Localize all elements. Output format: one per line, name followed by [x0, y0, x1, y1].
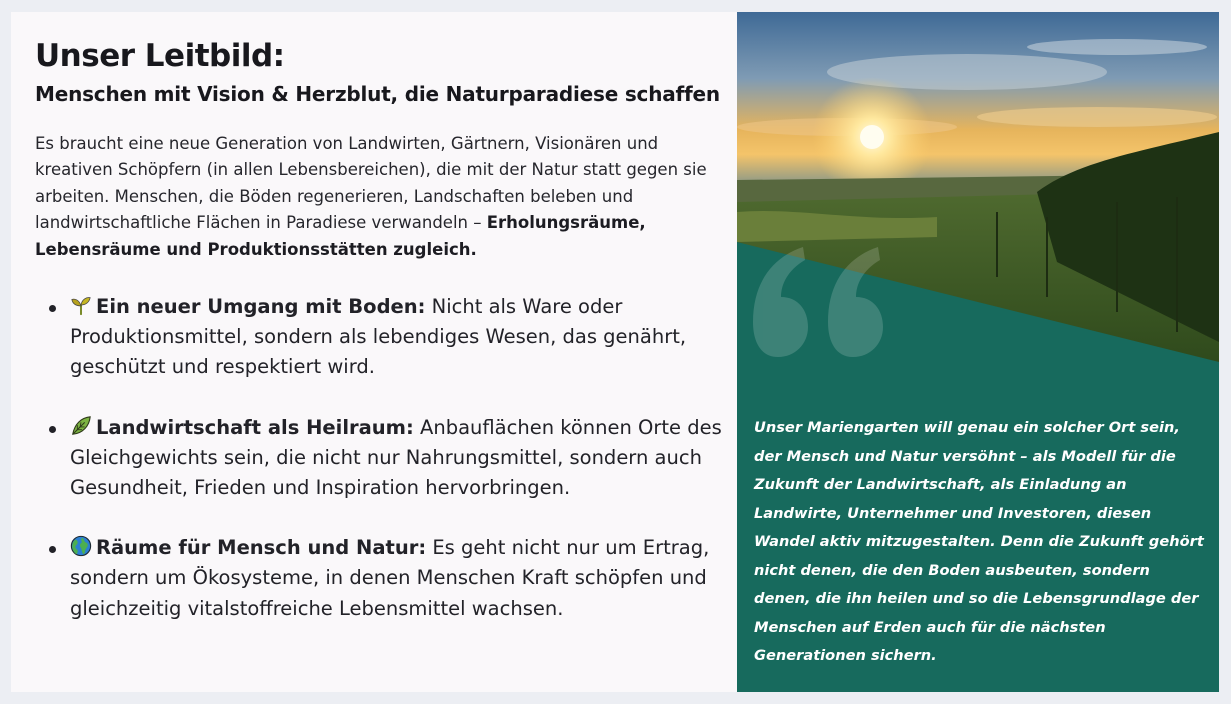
intro-text: Es braucht eine neue Generation von Landwirten, Gärtnern, Visionären und kreativen Schöpfern (in allen Lebensbereichen), die mit der Natur statt gegen sie arbeiten. Menschen, die Böden regenerieren, Landschaften beleben und landwirtschaftliche Flächen in Paradiese verwandeln –: [35, 134, 707, 233]
globe-icon: [70, 535, 92, 557]
intro-paragraph: [35, 131, 725, 263]
intro-emphasis: Erholungsräume, Lebensräume und Produktionsstätten zugleich.: [35, 213, 646, 259]
list-item: [35, 413, 735, 504]
slide: [11, 12, 1219, 692]
principles-list: [35, 292, 735, 654]
bullet-dot: [49, 305, 56, 312]
leaf-icon: [70, 415, 92, 437]
seedling-icon: [70, 294, 92, 316]
text-column: [11, 12, 737, 692]
list-item: [35, 533, 735, 624]
page-subtitle: Menschen mit Vision & Herzblut, die Naturparadiese schaffen: [35, 82, 720, 106]
bullet-dot: [49, 426, 56, 433]
bullet-dot: [49, 546, 56, 553]
quote-panel: [737, 12, 1219, 692]
quote-mark-icon: [743, 242, 903, 362]
page-title: Unser Leitbild:: [35, 38, 285, 74]
quote-text: Unser Mariengarten will genau ein solcher Ort sein, der Mensch und Natur versöhnt – als Modell für die Zukunft der Landwirtschaft, als Einladung an Landwirte, Unternehmer und Investoren, diesen Wandel aktiv mitzugestalten. Denn die Zukunft gehört nicht denen, die den Boden ausbeuten, sondern denen, die ihn heilen und so die Lebensgrundlage der Menschen auf Erden auch für die nächsten Generationen sichern.: [754, 419, 1204, 664]
list-item-label: Landwirtschaft als Heilraum:: [96, 415, 414, 439]
list-item: [35, 292, 735, 383]
list-item-text: Nicht als Ware oder Produktionsmittel, sondern als lebendiges Wesen, das genährt, geschützt und respektiert wird.: [70, 295, 687, 379]
list-item-label: Räume für Mensch und Natur:: [96, 536, 427, 560]
list-item-text: Es geht nicht nur um Ertrag, sondern um Ökosysteme, in denen Menschen Kraft schöpfen und gleichzeitig vitalstoffreiche Lebensmittel wachsen.: [70, 536, 710, 620]
list-item-text: Anbauflächen können Orte des Gleichgewichts sein, die nicht nur Nahrungsmittel, sondern auch Gesundheit, Frieden und Inspiration hervorbringen.: [70, 415, 722, 500]
list-item-label: Ein neuer Umgang mit Boden:: [96, 295, 426, 318]
